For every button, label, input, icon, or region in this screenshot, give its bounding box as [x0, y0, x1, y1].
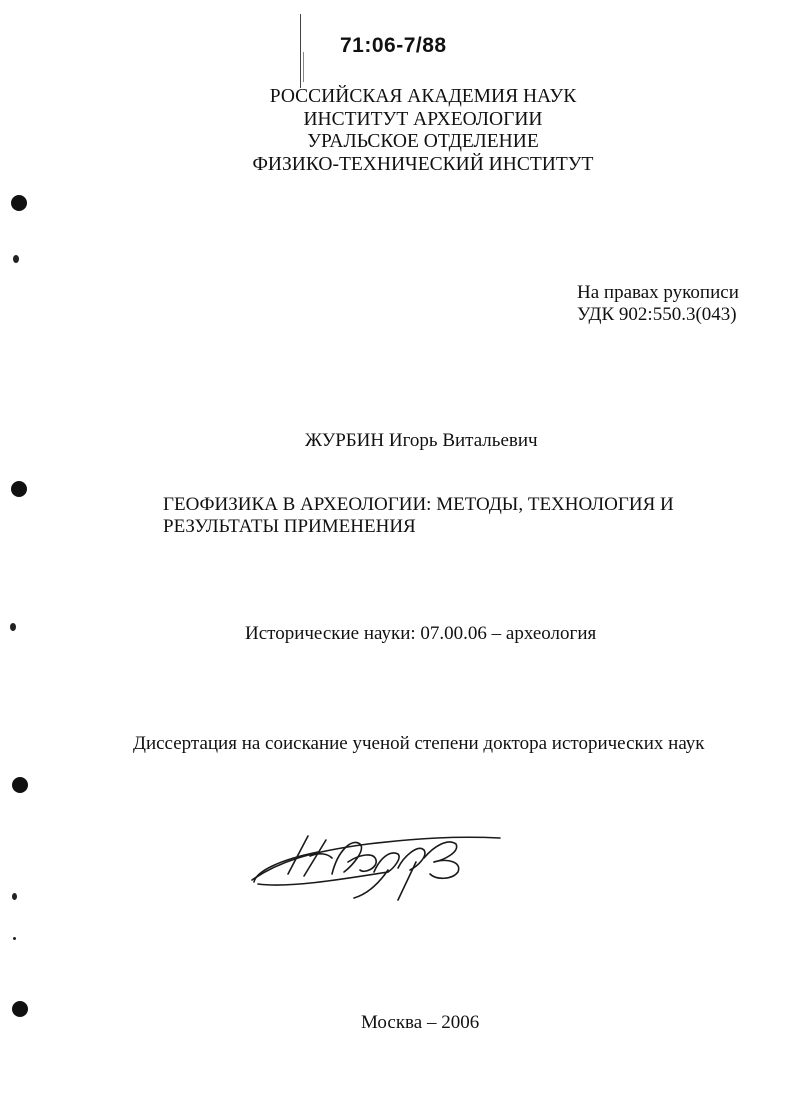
punch-hole: [11, 481, 27, 497]
punch-hole: [12, 777, 28, 793]
punch-hole: [12, 1001, 28, 1017]
handwritten-signature: [248, 822, 508, 904]
scan-speck: [10, 623, 16, 631]
catalog-number: 71:06-7/88: [340, 34, 447, 57]
rights-block: [577, 282, 739, 326]
scan-speck: [12, 893, 17, 900]
title-line: ГЕОФИЗИКА В АРХЕОЛОГИИ: МЕТОДЫ, ТЕХНОЛОГИЯ И: [163, 494, 674, 515]
author-name: ЖУРБИН Игорь Витальевич: [305, 430, 538, 451]
udc-code: УДК 902:550.3(043): [577, 304, 737, 325]
margin-line-secondary: [303, 52, 304, 82]
punch-hole: [11, 195, 27, 211]
city-year: Москва – 2006: [361, 1012, 480, 1033]
institution-line: РОССИЙСКАЯ АКАДЕМИЯ НАУК: [269, 86, 577, 107]
institution-line: УРАЛЬСКОЕ ОТДЕЛЕНИЕ: [307, 131, 539, 152]
margin-line: [300, 14, 301, 88]
institution-header: [0, 86, 800, 176]
scan-speck: [13, 937, 16, 940]
specialty: Исторические науки: 07.00.06 – археология: [245, 623, 597, 644]
scan-speck: [13, 255, 19, 263]
institution-line: ФИЗИКО-ТЕХНИЧЕСКИЙ ИНСТИТУТ: [252, 153, 594, 175]
dissertation-title: [163, 494, 723, 538]
title-line: РЕЗУЛЬТАТЫ ПРИМЕНЕНИЯ: [163, 516, 416, 537]
rights-note: На правах рукописи: [577, 282, 739, 303]
institution-line: ИНСТИТУТ АРХЕОЛОГИИ: [303, 108, 543, 130]
degree-statement: Диссертация на соискание ученой степени доктора исторических наук: [133, 733, 705, 754]
